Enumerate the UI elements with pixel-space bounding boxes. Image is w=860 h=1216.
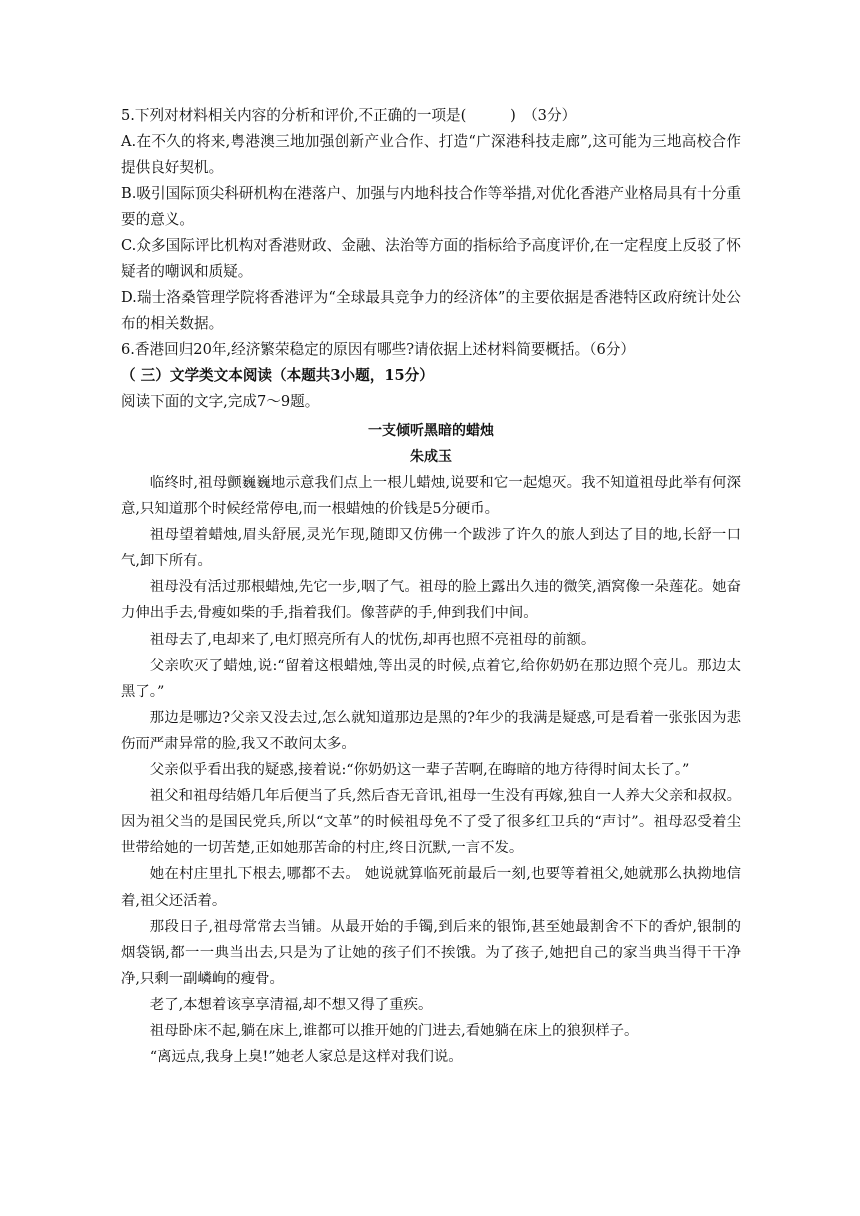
story-paragraph: 那段日子,祖母常常去当铺。从最开始的手镯,到后来的银饰,甚至她最割舍不下的香炉,银制的烟袋锅,都一一典当出去,只是为了让她的孩子们不挨饿。为了孩子,她把自己的家当典当得干干净净,只剩一副嶙峋的瘦骨。 <box>121 918 741 987</box>
story-body <box>121 470 741 1070</box>
story-title: 一支倾听黑暗的蜡烛 <box>368 423 494 439</box>
story-paragraph: 祖父和祖母结婚几年后便当了兵,然后杳无音讯,祖母一生没有再嫁,独自一人养大父亲和叔叔。因为祖父当的是国民党兵,所以“文革”的时候祖母免不了受了很多红卫兵的“声讨”。祖母忍受着尘世带给她的一切苦楚,正如她那苦命的村庄,终日沉默,一言不发。 <box>121 788 741 857</box>
story-paragraph: 祖母没有活过那根蜡烛,先它一步,咽了气。祖母的脸上露出久违的微笑,酒窝像一朵莲花。她奋力伸出手去,骨瘦如柴的手,指着我们。像菩萨的手,伸到我们中间。 <box>121 579 741 622</box>
section-heading: （ 三）文学类文本阅读（本题共3小题，15分） <box>121 367 434 384</box>
story-paragraph: 老了,本想着该享享清福,却不想又得了重疾。 <box>149 996 433 1013</box>
story-author: 朱成玉 <box>410 449 452 465</box>
question-5-stem: 5.下列对材料相关内容的分析和评价,不正确的一项是( ) （3分） <box>121 107 577 124</box>
question-5-option-b: B.吸引国际顶尖科研机构在港落户、加强与内地科技合作等举措,对优化香港产业格局具有十分重要的意义。 <box>121 185 741 228</box>
reading-instruction: 阅读下面的文字,完成7～9题。 <box>121 393 320 410</box>
story-paragraph: 父亲似乎看出我的疑惑,接着说:“你奶奶这一辈子苦啊,在晦暗的地方待得时间太长了。” <box>149 762 690 779</box>
story-paragraph: 祖母去了,电却来了,电灯照亮所有人的忧伤,却再也照不亮祖母的前额。 <box>149 631 596 648</box>
story-paragraph: 那边是哪边?父亲又没去过,怎么就知道那边是黑的?年少的我满是疑惑,可是看着一张张因为悲伤而严肃异常的脸,我又不敢问太多。 <box>121 709 741 752</box>
story-paragraph: 她在村庄里扎下根去,哪都不去。 她说就算临死前最后一刻,也要等着祖父,她就那么执拗地信着,祖父还活着。 <box>121 866 741 909</box>
document-content <box>121 103 741 1070</box>
story-paragraph: 祖母卧床不起,躺在床上,谁都可以推开她的门进去,看她躺在床上的狼狈样子。 <box>149 1022 639 1039</box>
story-paragraph: “离远点,我身上臭!”她老人家总是这样对我们说。 <box>149 1049 463 1066</box>
story-paragraph: 父亲吹灭了蜡烛,说:“留着这根蜡烛,等出灵的时候,点着它,给你奶奶在那边照个亮儿。那边太黑了。” <box>121 657 741 700</box>
question-5-option-a: A.在不久的将来,粤港澳三地加强创新产业合作、打造“广深港科技走廊”,这可能为三地高校合作提供良好契机。 <box>121 133 741 176</box>
story-paragraph: 临终时,祖母颤巍巍地示意我们点上一根儿蜡烛,说要和它一起熄灭。我不知道祖母此举有何深意,只知道那个时候经常停电,而一根蜡烛的价钱是5分硬币。 <box>121 475 741 518</box>
question-6: 6.香港回归20年,经济繁荣稳定的原因有哪些?请依据上述材料简要概括。（6分） <box>121 341 635 358</box>
question-5-option-d: D.瑞士洛桑管理学院将香港评为“全球最具竞争力的经济体”的主要依据是香港特区政府统计处公布的相关数据。 <box>121 289 741 332</box>
story-paragraph: 祖母望着蜡烛,眉头舒展,灵光乍现,随即又仿佛一个跋涉了许久的旅人到达了目的地,长舒一口气,卸下所有。 <box>121 527 741 570</box>
question-5-option-c: C.众多国际评比机构对香港财政、金融、法治等方面的指标给予高度评价,在一定程度上反驳了怀疑者的嘲讽和质疑。 <box>121 237 741 280</box>
